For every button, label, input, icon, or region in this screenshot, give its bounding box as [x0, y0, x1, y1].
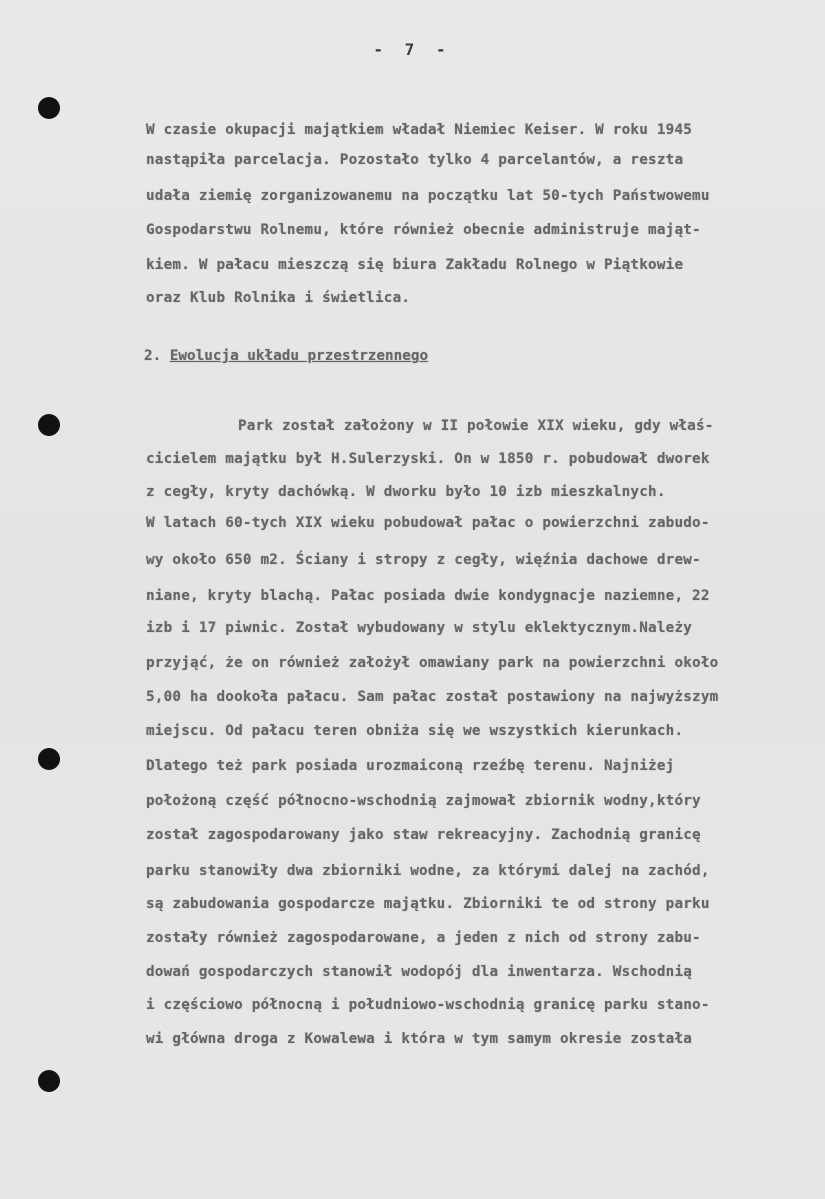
text-line: wy około 650 m2. Ściany i stropy z cegły, więźnia dachowe drew- [146, 552, 701, 568]
section-number: 2. [144, 348, 162, 364]
punch-hole [38, 1070, 60, 1092]
text-line: izb i 17 piwnic. Został wybudowany w stylu eklektycznym.Należy [146, 620, 693, 636]
text-line: miejscu. Od pałacu teren obniża się we wszystkich kierunkach. [146, 723, 684, 739]
punch-hole [38, 748, 60, 770]
text-line: oraz Klub Rolnika i świetlica. [146, 290, 411, 306]
text-line: kiem. W pałacu mieszczą się biura Zakładu Rolnego w Piątkowie [146, 257, 684, 273]
text-line: zostały również zagospodarowane, a jeden z nich od strony zabu- [146, 930, 701, 946]
section-title: Ewolucja układu przestrzennego [169, 348, 429, 364]
punch-hole [38, 414, 60, 436]
text-line: cicielem majątku był H.Sulerzyski. On w 1850 r. pobudował dworek [146, 451, 710, 467]
text-line: W latach 60-tych XIX wieku pobudował pałac o powierzchni zabudo- [146, 515, 710, 531]
text-line: parku stanowiły dwa zbiorniki wodne, za którymi dalej na zachód, [146, 863, 710, 879]
text-line: nastąpiła parcelacja. Pozostało tylko 4 parcelantów, a reszta [146, 152, 684, 168]
text-line: 5,00 ha dookoła pałacu. Sam pałac został postawiony na najwyższym [146, 689, 719, 705]
text-line: W czasie okupacji majątkiem władał Niemiec Keiser. W roku 1945 [146, 122, 693, 138]
text-line: udała ziemię zorganizowanemu na początku lat 50-tych Państwowemu [146, 188, 710, 204]
punch-hole [38, 97, 60, 119]
text-line: i częściowo północną i południowo-wschodnią granicę parku stano- [146, 997, 710, 1013]
text-line: Dlatego też park posiada urozmaiconą rzeźbę terenu. Najniżej [146, 758, 675, 774]
text-line: są zabudowania gospodarcze majątku. Zbiorniki te od strony parku [146, 896, 710, 912]
text-line: z cegły, kryty dachówką. W dworku było 10 izb mieszkalnych. [146, 484, 666, 500]
text-line: położoną część północno-wschodnią zajmował zbiornik wodny,który [146, 793, 701, 809]
text-line: Gospodarstwu Rolnemu, które również obecnie administruje mająt- [146, 222, 701, 238]
section-heading [144, 348, 428, 364]
page-number: - 7 - [373, 40, 452, 59]
text-line: został zagospodarowany jako staw rekreacyjny. Zachodnią granicę [146, 827, 701, 843]
text-line: niane, kryty blachą. Pałac posiada dwie kondygnacje naziemne, 22 [146, 588, 710, 604]
text-line: Park został założony w II połowie XIX wieku, gdy właś- [238, 418, 714, 434]
text-line: wi główna droga z Kowalewa i która w tym samym okresie została [146, 1031, 693, 1047]
text-line: dowań gospodarczych stanowił wodopój dla inwentarza. Wschodnią [146, 964, 693, 980]
text-line: przyjąć, że on również założył omawiany park na powierzchni około [146, 655, 719, 671]
